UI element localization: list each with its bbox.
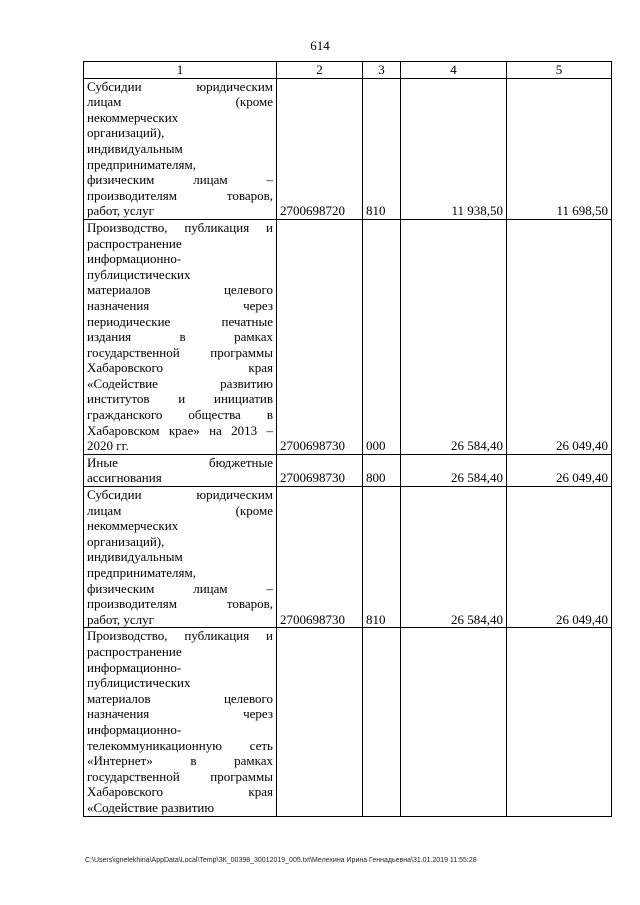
expense-name-line: «Интернет» в рамках <box>87 753 273 769</box>
expense-name-line: Субсидии юридическим <box>87 78 273 94</box>
header-col-2: 2 <box>277 62 363 79</box>
expense-name-line: распространение <box>87 643 182 659</box>
expense-name-line: предпринимателям, <box>87 565 196 580</box>
expense-name-line: информационно- <box>87 659 182 675</box>
expense-name-line: некоммерческих <box>87 109 179 125</box>
expense-name-line: материалов целевого <box>87 282 273 298</box>
file-path-footer: C:\Users\ignelekhina\AppData\Local\Temp\ЗК_00398_30012019_005.txt\Мелехина Ирина Геннадьевна\31.01.2019 11:55:28 <box>85 857 477 864</box>
expense-name-line: телекоммуникационную сеть <box>87 737 273 753</box>
amount-2020-cell <box>507 628 612 816</box>
target-article-code-cell: 2700698730 <box>277 487 363 628</box>
expense-name-line: институтов и инициатив <box>87 391 273 407</box>
expense-name-line: ассигнования <box>87 470 162 486</box>
expense-name-line: распространение <box>87 235 182 251</box>
amount-2020-cell: 26 049,40 <box>507 219 612 454</box>
expense-name-line: лицам (кроме <box>87 94 273 110</box>
table-row <box>84 487 612 628</box>
expense-name-line: индивидуальным <box>87 549 183 565</box>
expense-name-line: Хабаровском крае» на 2013 – <box>87 422 273 438</box>
expense-name-cell <box>84 219 277 454</box>
amount-2019-cell <box>401 628 507 816</box>
target-article-code-cell: 2700698730 <box>277 219 363 454</box>
target-article-code-cell: 2700698720 <box>277 78 363 219</box>
amount-2019-cell: 11 938,50 <box>401 78 507 219</box>
expense-name-line: организаций), <box>87 533 165 549</box>
header-row <box>84 62 612 79</box>
table-row <box>84 78 612 219</box>
expense-name-line: Производство, публикация и <box>87 219 273 235</box>
expense-name-line: лицам (кроме <box>87 502 273 518</box>
expense-name-line: работ, услуг <box>87 611 155 627</box>
expense-name-line: публицистических <box>87 266 191 282</box>
expense-name-line: производителям товаров, <box>87 596 273 612</box>
expense-name-line: «Содействие развитию <box>87 375 273 391</box>
expense-name-line: 2020 гг. <box>87 438 129 454</box>
expense-type-cell: 810 <box>363 78 401 219</box>
amount-2019-cell: 26 584,40 <box>401 487 507 628</box>
expense-name-line: производителям товаров, <box>87 187 273 203</box>
expense-name-line: «Содействие развитию <box>87 799 215 815</box>
expense-name-line: работ, услуг <box>87 203 155 219</box>
expense-name-line: Субсидии юридическим <box>87 487 273 503</box>
expense-name-cell <box>84 454 277 486</box>
header-col-5: 5 <box>507 62 612 79</box>
expense-name-line: информационно- <box>87 251 182 267</box>
expense-type-cell: 800 <box>363 454 401 486</box>
header-col-1: 1 <box>84 62 277 79</box>
expense-name-line: гражданского общества в <box>87 407 273 423</box>
expense-name-cell <box>84 487 277 628</box>
amount-2019-cell: 26 584,40 <box>401 219 507 454</box>
expense-name-line: периодические печатные <box>87 313 273 329</box>
expense-name-line: предпринимателям, <box>87 156 196 172</box>
table-body <box>84 78 612 816</box>
expense-name-line: Иные бюджетные <box>87 454 273 470</box>
expense-name-line: материалов целевого <box>87 690 273 706</box>
header-col-4: 4 <box>401 62 507 79</box>
expense-name-line: физическим лицам – <box>87 580 273 596</box>
page-number: 614 <box>310 38 330 53</box>
expense-name-cell <box>84 628 277 816</box>
expense-name-line: государственной программы <box>87 344 273 360</box>
expense-name-line: Производство, публикация и <box>87 628 273 644</box>
table-row <box>84 219 612 454</box>
expense-name-cell <box>84 78 277 219</box>
amount-2019-cell: 26 584,40 <box>401 454 507 486</box>
expense-name-line: физическим лицам – <box>87 172 273 188</box>
expense-name-line: государственной программы <box>87 768 273 784</box>
amount-2020-cell: 26 049,40 <box>507 487 612 628</box>
amount-2020-cell: 11 698,50 <box>507 78 612 219</box>
expense-name-line: издания в рамках <box>87 329 273 345</box>
expense-name-line: назначения через <box>87 297 273 313</box>
expense-name-line: индивидуальным <box>87 140 183 156</box>
table-row <box>84 454 612 486</box>
expense-type-cell: 000 <box>363 219 401 454</box>
expense-type-cell <box>363 628 401 816</box>
budget-table <box>83 61 612 817</box>
expense-name-line: организаций), <box>87 125 165 141</box>
table-row <box>84 628 612 816</box>
expense-name-line: некоммерческих <box>87 518 179 534</box>
expense-name-line: Хабаровского края <box>87 784 273 800</box>
expense-type-cell: 810 <box>363 487 401 628</box>
target-article-code-cell: 2700698730 <box>277 454 363 486</box>
header-col-3: 3 <box>363 62 401 79</box>
target-article-code-cell <box>277 628 363 816</box>
expense-name-line: публицистических <box>87 675 191 691</box>
expense-name-line: Хабаровского края <box>87 360 273 376</box>
expense-name-line: информационно- <box>87 721 182 737</box>
expense-name-line: назначения через <box>87 706 273 722</box>
amount-2020-cell: 26 049,40 <box>507 454 612 486</box>
